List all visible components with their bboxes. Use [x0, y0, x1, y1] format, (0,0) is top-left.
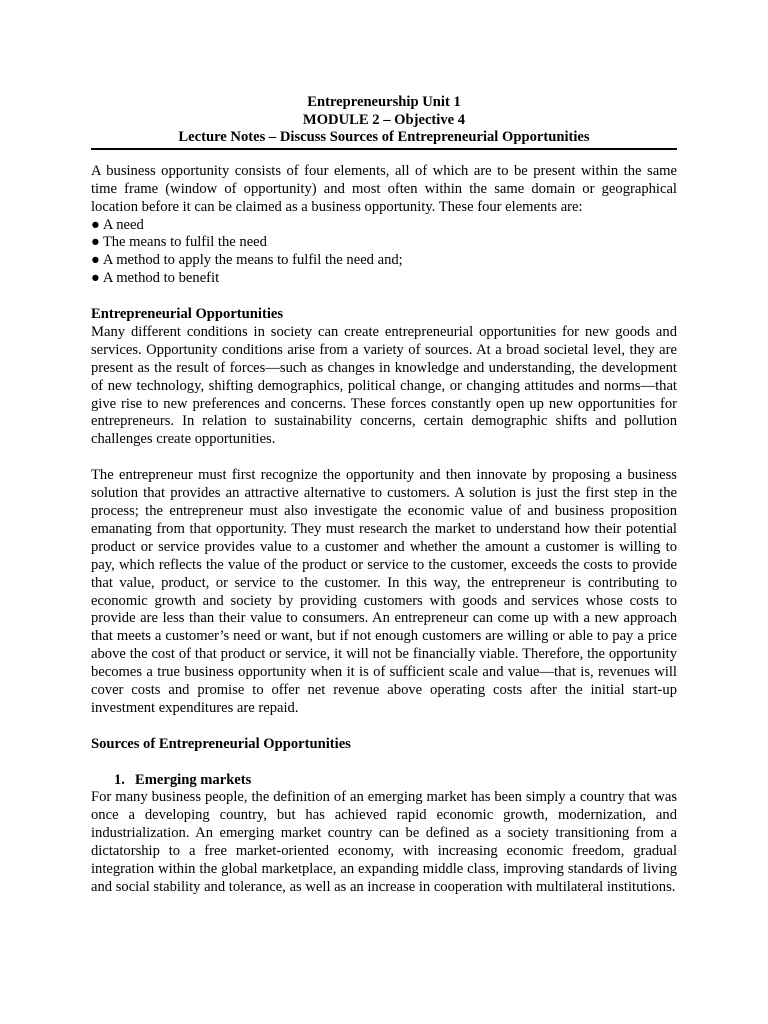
spacer [91, 288, 677, 306]
spacer [91, 449, 677, 467]
list-item: ● A need [91, 216, 144, 233]
list-item: ● A method to apply the means to fulfil the need and; [91, 252, 403, 269]
item-number: 1. [114, 771, 125, 788]
section-heading-sources: Sources of Entrepreneurial Opportunities [91, 735, 351, 752]
elements-list [91, 217, 677, 289]
document-header [91, 94, 677, 150]
intro-paragraph: A business opportunity consists of four elements, all of which are to be present within the same time frame (window of opportunity) and most often within the same domain or geographical location before it can be claimed as a business opportunity. These four elements are: [91, 162, 677, 215]
item-title: Emerging markets [135, 771, 252, 788]
spacer [91, 718, 677, 736]
bullet-icon: ● [91, 216, 100, 233]
opportunities-paragraph-2: The entrepreneur must first recognize the opportunity and then innovate by proposing a business solution that provides an attractive alternative to customers. A solution is just the first step in the process; the entrepreneur must also investigate the economic value of and business proposition emanating from that opportunity. They must research the market to understand how their potential product or service provides value to a customer and whether the amount a customer is willing to pay, which reflects the value of the product or service to the customer, exceeds the costs to provide that value, product, or service to the customer. In this way, the entrepreneur is contributing to economic growth and society by providing customers with goods and services whose costs to provide are less than their value to consumers. An entrepreneur can come up with a new approach that meets a customer’s need or want, but if not enough customers are willing or able to pay a price above the cost of that product or service, it will not be financially viable. Therefore, the opportunity becomes a true business opportunity when it is of sufficient scale and value—that is, revenues will cover costs and promise to offer net revenue above operating costs after the initial start-up investment expenditures are repaid. [91, 467, 677, 716]
list-item: ● The means to fulfil the need [91, 234, 267, 251]
bullet-icon: ● [91, 252, 100, 269]
opportunities-paragraph-1: Many different conditions in society can create entrepreneurial opportunities for new goods and services. Opportunity conditions arise from a variety of sources. At a broad societal level, they are present as the result of forces—such as changes in knowledge and understanding, the development of new technology, shifting demographics, political change, or changing attitudes and norms—that give rise to new preferences and concerns. These forces constantly open up new opportunities for entrepreneurs. In relation to sustainability concerns, certain demographic shifts and pollution challenges create opportunities. [91, 323, 677, 448]
lecture-title: Lecture Notes – Discuss Sources of Entrepreneurial Opportunities [178, 129, 590, 146]
document-page [91, 94, 677, 897]
list-item: ● A method to benefit [91, 270, 220, 287]
spacer [91, 754, 677, 772]
emerging-markets-paragraph: For many business people, the definition of an emerging market has been simply a country that was once a developing country, but has achieved rapid economic growth, modernization, and industrialization. An emerging market country can be defined as a society transitioning from a dictatorship to a free market-oriented economy, with increasing economic freedom, gradual integration within the global marketplace, an expanding middle class, improving standards of living and social stability and tolerance, as well as an increase in cooperation with multilateral institutions. [91, 789, 677, 895]
bullet-icon: ● [91, 270, 100, 287]
section-heading-opportunities: Entrepreneurial Opportunities [91, 306, 284, 323]
module-title: MODULE 2 – Objective 4 [302, 111, 466, 128]
course-title: Entrepreneurship Unit 1 [307, 94, 461, 110]
subsection-heading-emerging-markets [91, 772, 677, 790]
bullet-icon: ● [91, 234, 100, 251]
